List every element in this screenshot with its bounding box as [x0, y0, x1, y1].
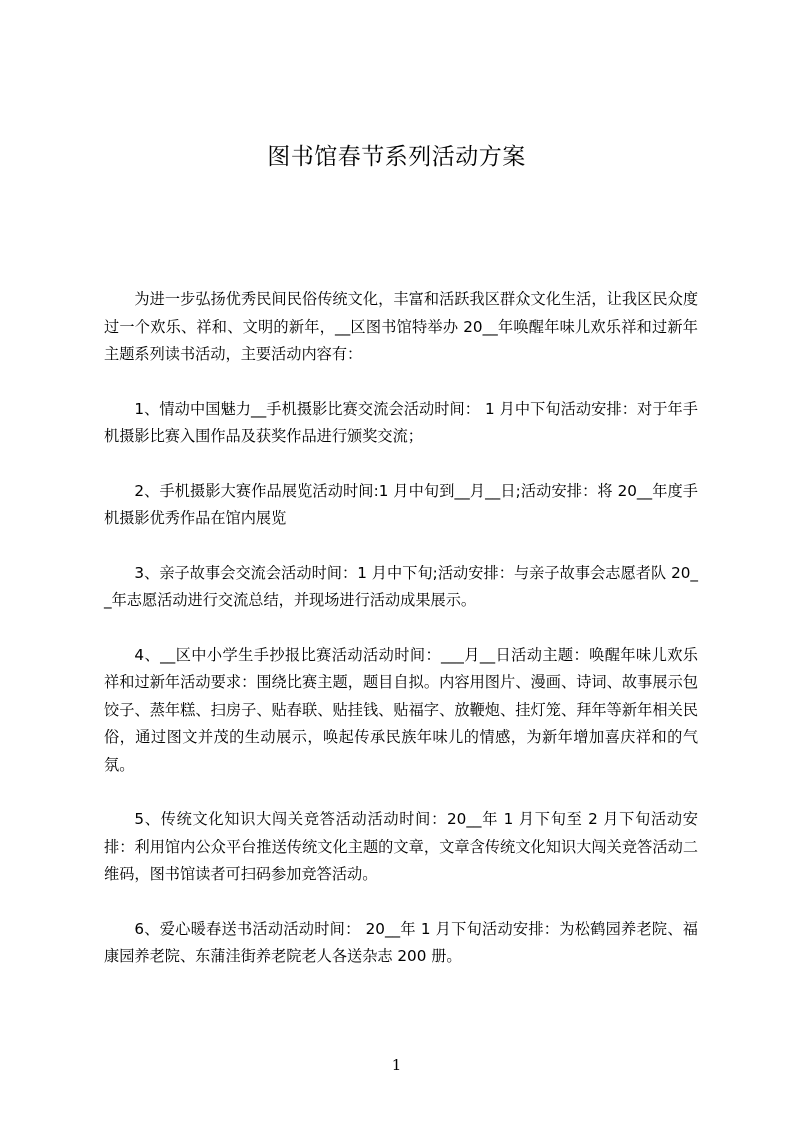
document-body — [104, 286, 698, 998]
activity-1-paragraph: 1、情动中国魅力__手机摄影比赛交流会活动时间： 1 月中下旬活动安排：对于年手机摄影比赛入围作品及获奖作品进行颁奖交流； — [104, 399, 698, 445]
document-title: 图书馆春节系列活动方案 — [267, 144, 526, 170]
intro-paragraph: 为进一步弘扬优秀民间民俗传统文化，丰富和活跃我区群众文化生活，让我区民众度过一个欢乐、祥和、文明的新年，__区图书馆特举办 20__年唤醒年味儿欢乐祥和过新年主题系列读书活动，主要活动内容有： — [104, 290, 698, 363]
activity-6-paragraph: 6、爱心暖春送书活动活动时间： 20__年 1 月下旬活动安排：为松鹤园养老院、福康园养老院、东蒲洼街养老院老人各送杂志 200 册。 — [104, 919, 698, 965]
activity-3-paragraph: 3、亲子故事会交流会活动时间：1 月中下旬;活动安排：与亲子故事会志愿者队 20__年志愿活动进行交流总结，并现场进行活动成果展示。 — [104, 563, 698, 609]
page-number: 1 — [391, 1056, 402, 1074]
activity-2-paragraph: 2、手机摄影大赛作品展览活动时间:1 月中旬到__月__日;活动安排：将 20__年度手机摄影优秀作品在馆内展览 — [104, 481, 698, 527]
activity-4-paragraph: 4、__区中小学生手抄报比赛活动活动时间：___月__日活动主题：唤醒年味儿欢乐祥和过新年活动要求：围绕比赛主题，题目自拟。内容用图片、漫画、诗词、故事展示包饺子、蒸年糕、扫房子、贴春联、贴挂钱、贴福字、放鞭炮、挂灯笼、拜年等新年相关民俗，通过图文并茂的生动展示，唤起传承民族年味儿的情感，为新年增加喜庆祥和的气氛。 — [104, 645, 698, 774]
activity-5-paragraph: 5、传统文化知识大闯关竞答活动活动时间：20__年 1 月下旬至 2 月下旬活动安排：利用馆内公众平台推送传统文化主题的文章，文章含传统文化知识大闯关竞答活动二维码，图书馆读者可扫码参加竞答活动。 — [104, 810, 698, 883]
